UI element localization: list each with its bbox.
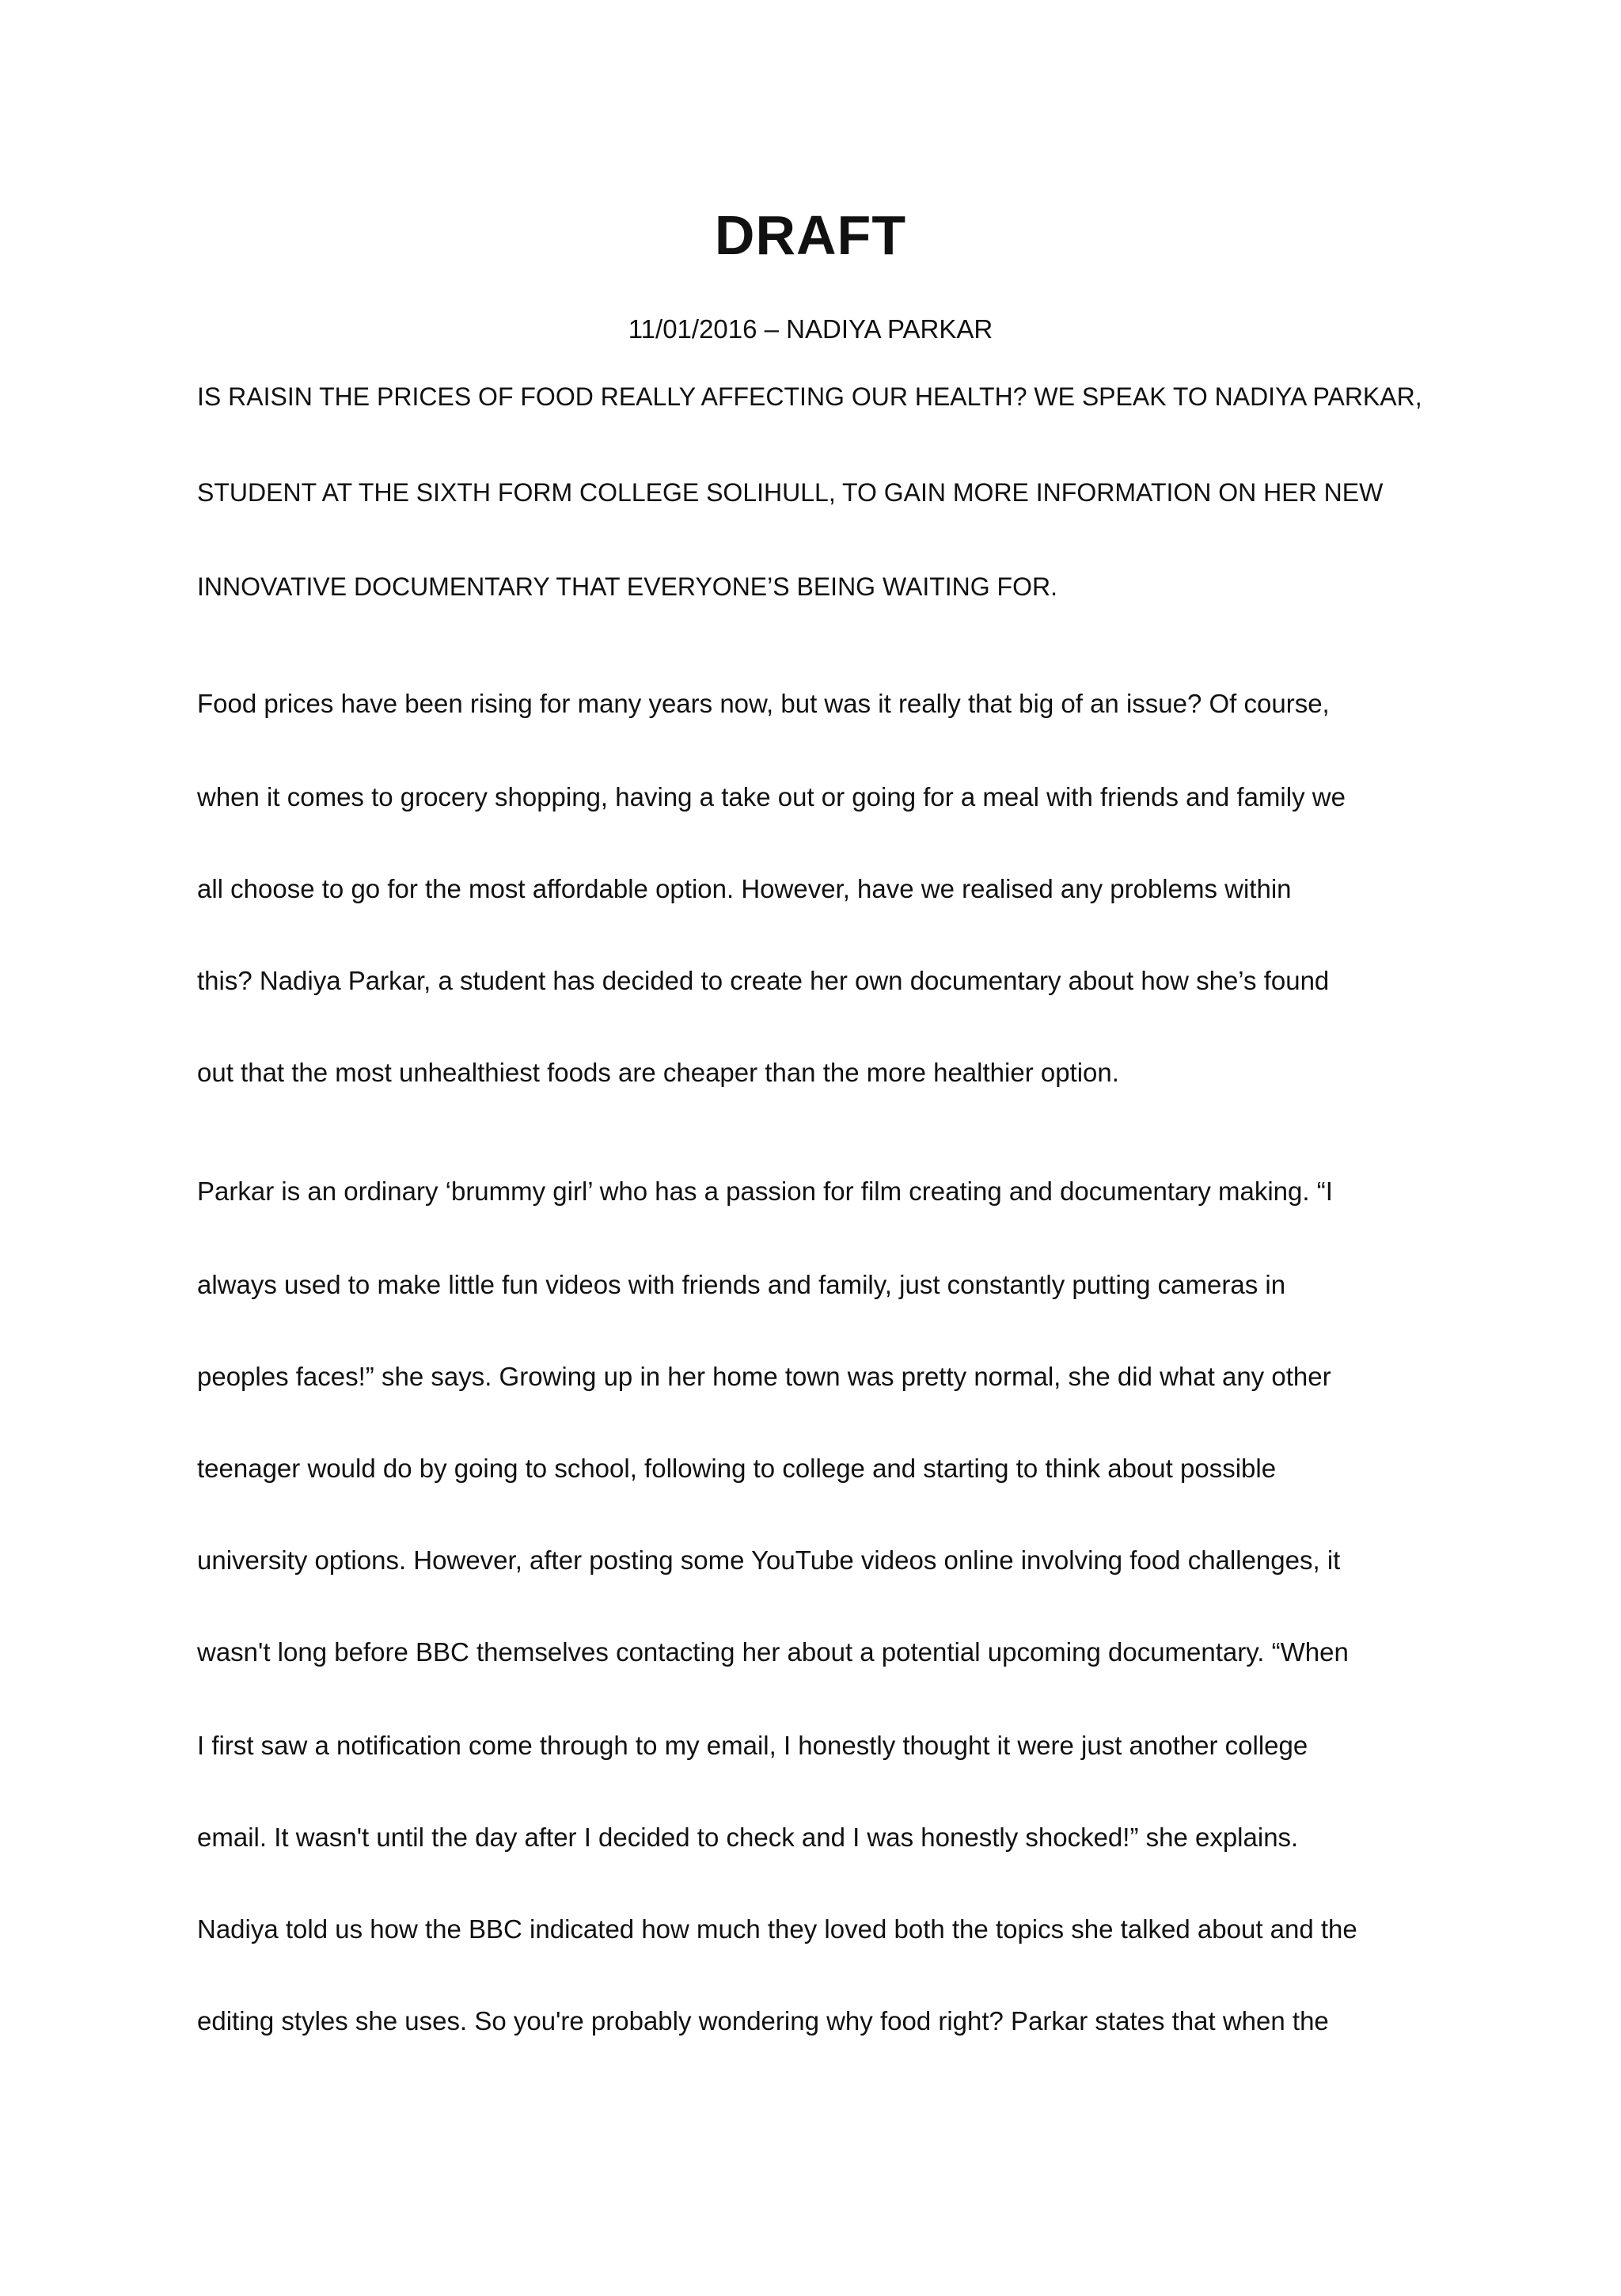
paragraph-line: this? Nadiya Parkar, a student has decided to create her own documentary about how she’s found [197,966,1330,995]
paragraph-line: when it comes to grocery shopping, having a take out or going for a meal with friends and family we [197,782,1346,812]
byline: 11/01/2016 – NADIYA PARKAR [628,314,993,344]
paragraph-line: all choose to go for the most affordable option. However, have we realised any problems within [197,874,1292,903]
paragraph-line: email. It wasn't until the day after I decided to check and I was honestly shocked!” she explains. [197,1823,1299,1852]
paragraph-line: Nadiya told us how the BBC indicated how much they loved both the topics she talked about and the [197,1914,1357,1944]
paragraph-line: university options. However, after posting some YouTube videos online involving food challenges, it [197,1545,1341,1575]
paragraph-line: always used to make little fun videos with friends and family, just constantly putting cameras in [197,1270,1286,1299]
paragraph-line: wasn't long before BBC themselves contacting her about a potential upcoming documentary. “When [197,1637,1349,1667]
paragraph-line: teenager would do by going to school, following to college and starting to think about possible [197,1454,1277,1483]
paragraph-line: peoples faces!” she says. Growing up in her home town was pretty normal, she did what any other [197,1362,1331,1391]
paragraph-line: Parkar is an ordinary ‘brummy girl’ who has a passion for film creating and documentary making. “I [197,1177,1333,1206]
standfirst-line: STUDENT AT THE SIXTH FORM COLLEGE SOLIHULL, TO GAIN MORE INFORMATION ON HER NEW [197,478,1384,507]
paragraph-line: Food prices have been rising for many years now, but was it really that big of an issue? Of course, [197,689,1330,718]
standfirst-line: IS RAISIN THE PRICES OF FOOD REALLY AFFECTING OUR HEALTH? WE SPEAK TO NADIYA PARKAR, [197,382,1422,411]
paragraph-line: editing styles she uses. So you're probably wondering why food right? Parkar states that when the [197,2006,1329,2036]
standfirst-line: INNOVATIVE DOCUMENTARY THAT EVERYONE’S BEING WAITING FOR. [197,572,1057,601]
document-title: DRAFT [714,204,907,266]
paragraph-line: out that the most unhealthiest foods are cheaper than the more healthier option. [197,1058,1119,1087]
paragraph-line: I first saw a notification come through to my email, I honestly thought it were just another college [197,1731,1308,1760]
